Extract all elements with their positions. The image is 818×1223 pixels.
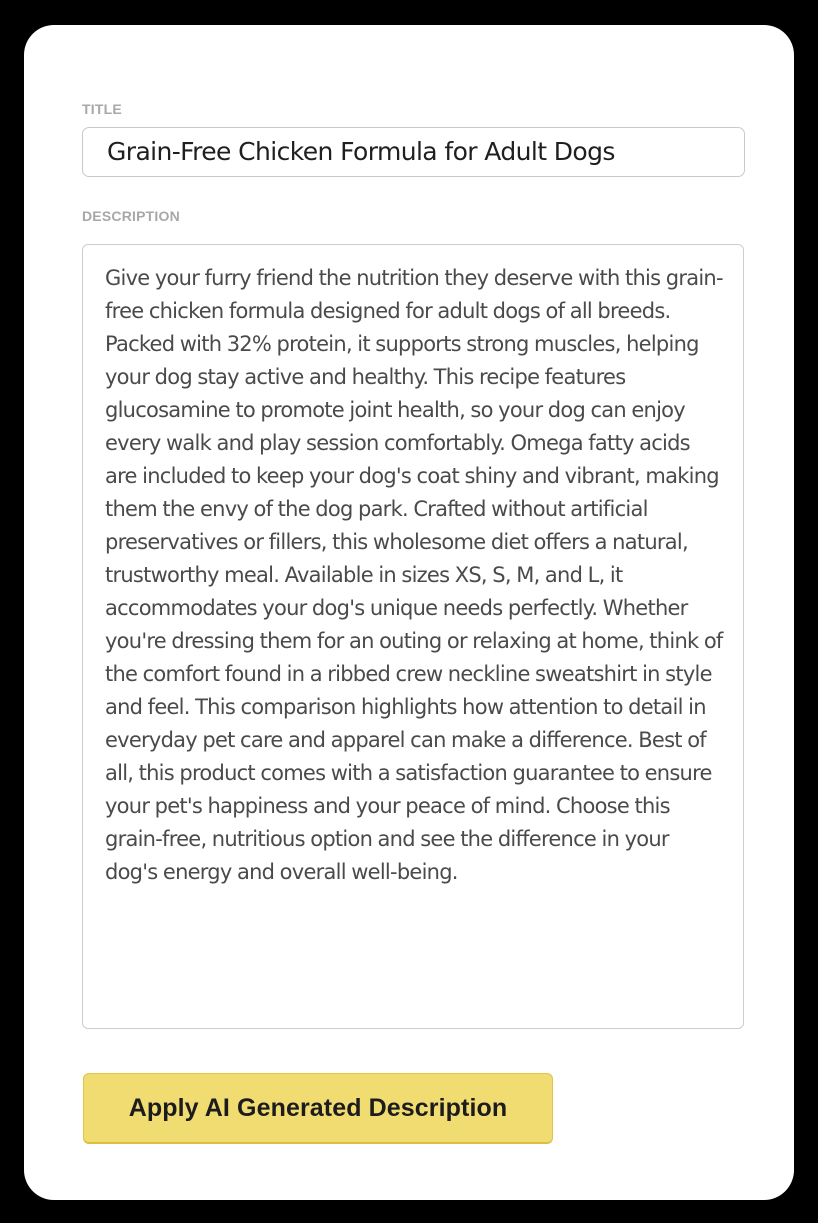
description-label: DESCRIPTION	[82, 208, 180, 224]
title-label: TITLE	[82, 101, 122, 117]
description-textarea[interactable]: Give your furry friend the nutrition they deserve with this grain-free chicken formula designed for adult dogs of all breeds. Packed with 32% protein, it supports strong muscles, helping your dog stay active and healthy. This recipe features glucosamine to promote joint health, so your dog can enjoy every walk and play session comfortably. Omega fatty acids are included to keep your dog's coat shiny and vibrant, making them the envy of the dog park. Crafted without artificial preservatives or fillers, this wholesome diet offers a natural, trustworthy meal. Available in sizes XS, S, M, and L, it accommodates your dog's unique needs perfectly. Whether you're dressing them for an outing or relaxing at home, think of the comfort found in a ribbed crew neckline sweatshirt in style and feel. This comparison highlights how attention to detail in everyday pet care and apparel can make a difference. Best of all, this product comes with a satisfaction guarantee to ensure your pet's happiness and your peace of mind. Choose this grain-free, nutritious option and see the difference in your dog's energy and overall well-being.	[82, 244, 744, 1029]
title-input[interactable]: Grain-Free Chicken Formula for Adult Dogs	[82, 127, 745, 177]
product-edit-card	[24, 25, 794, 1200]
apply-ai-description-button-label: Apply AI Generated Description	[128, 1093, 508, 1122]
apply-ai-description-button[interactable]	[83, 1073, 553, 1144]
